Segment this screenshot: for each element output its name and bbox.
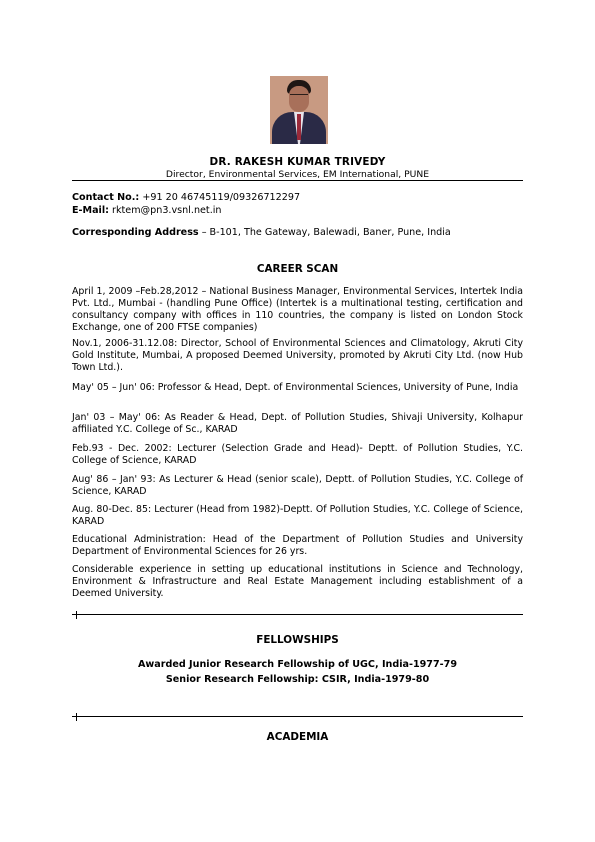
address-label: Corresponding Address	[72, 227, 199, 238]
career-heading: CAREER SCAN	[256, 263, 339, 275]
section-divider	[72, 716, 523, 717]
career-entry: April 1, 2009 –Feb.28,2012 – National Business Manager, Environmental Services, Intertek India Pvt. Ltd., Mumbai - (handling Pune Office) (Intertek is a multinational testing, certification and consultancy company with offices in 110 countries, the company is listed on London Stock Exchange, one of 200 FTSE companies)	[72, 286, 523, 333]
contact-phone-line	[72, 192, 300, 203]
email-link[interactable]: rktem@pn3.vsnl.net.in	[112, 205, 222, 216]
phone-label: Contact No.:	[72, 192, 140, 203]
career-entry: Educational Administration: Head of the Department of Pollution Studies and University Department of Environmental Sciences for 26 yrs.	[72, 534, 523, 557]
career-entry: Jan' 03 – May' 06: As Reader & Head, Dept. of Pollution Studies, Shivaji University, Kolhapur affiliated Y.C. College of Sc., KARAD	[72, 412, 523, 435]
section-divider	[72, 614, 523, 615]
career-entry: May' 05 – Jun' 06: Professor & Head, Dept. of Environmental Sciences, University of Pune, India	[72, 382, 519, 393]
career-entry: Considerable experience in setting up educational institutions in Science and Technology, Environment & Infrastructure and Real Estate Management including establishment of a Deemed University.	[72, 564, 523, 599]
address-value: – B-101, The Gateway, Balewadi, Baner, Pune, India	[201, 227, 451, 238]
contact-email-line	[72, 205, 222, 216]
career-entry: Aug. 80-Dec. 85: Lecturer (Head from 1982)-Deptt. Of Pollution Studies, Y.C. College of Science, KARAD	[72, 504, 523, 527]
person-designation: Director, Environmental Services, EM International, PUNE	[165, 169, 430, 180]
academia-heading: ACADEMIA	[266, 731, 329, 743]
profile-photo	[270, 76, 328, 144]
person-name: DR. RAKESH KUMAR TRIVEDY	[209, 156, 386, 168]
contact-address-line	[72, 227, 451, 238]
fellowship-item: Senior Research Fellowship: CSIR, India-1979-80	[165, 674, 430, 685]
header-rule	[72, 180, 523, 181]
fellowship-item: Awarded Junior Research Fellowship of UGC, India-1977-79	[137, 659, 457, 670]
phone-value: +91 20 46745119/09326712297	[142, 192, 301, 203]
career-entry: Feb.93 - Dec. 2002: Lecturer (Selection Grade and Head)- Deptt. of Pollution Studies, Y.C. College of Science, KARAD	[72, 443, 523, 466]
career-entry: Aug' 86 – Jan' 93: As Lecturer & Head (senior scale), Deptt. of Pollution Studies, Y.C. College of Science, KARAD	[72, 474, 523, 497]
career-entry: Nov.1, 2006-31.12.08: Director, School of Environmental Sciences and Climatology, Akruti City Gold Institute, Mumbai, A proposed Deemed University, promoted by Akruti City Ltd. (now Hub Town Ltd.).	[72, 338, 523, 373]
fellowships-heading: FELLOWSHIPS	[256, 634, 339, 646]
email-label: E-Mail:	[72, 205, 109, 216]
